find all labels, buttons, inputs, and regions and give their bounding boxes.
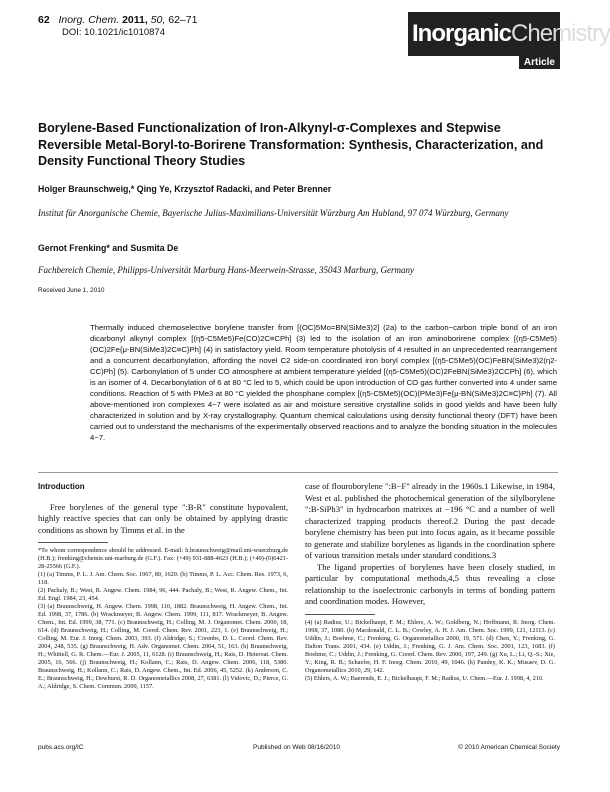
footnote-rule — [38, 542, 108, 543]
running-header — [38, 14, 197, 26]
left-column — [38, 481, 288, 691]
intro-paragraph-right-1: case of flouroborylene ":B−F" already in the 1960s.1 Likewise, in 1984, West et al. published the photochemical generation of the silylborylene ":B-SiPh3" in hydrocarbon matrixes at −196 °C and a number of well characterized trapping products thereof.2 During the past decade borylene chemistry has been put into focus again, as it became possible to generate and stabilize borylenes as ligands in the coordination sphere of various transition metals under standard conditions.3 — [305, 481, 555, 560]
intro-paragraph-left: Free borylenes of the general type ":B-R" constitute hypovalent, highly reactive species that can only be obtained by applying drastic conditions as shown by Timms et al. in the — [38, 501, 288, 535]
footnote-rule-right — [305, 614, 375, 615]
logo-wordmark — [408, 12, 610, 56]
journal-volume: 50, — [150, 14, 166, 26]
doi[interactable]: DOI: 10.1021/ic1010874 — [62, 27, 165, 38]
right-column — [305, 481, 555, 683]
footer-copyright: © 2010 American Chemical Society — [458, 744, 560, 751]
abstract: Thermally induced chemoselective borylene transfer from [(OC)5Mo=BN(SiMe3)2] (2a) to the carbon−carbon triple bond of an iron dicarbonyl alkynyl complex [(η5-C5Me5)Fe(CO)2C≡CPh] (3) led to the isolation of an iron aminoborirene complex [(η5-C5Me5)(OC)2Fe{μ-BN(SiMe3)2C≡C}Ph] (4) in satisfactory yield. Room temperature photolysis of 4 resulted in an unprecedented rearrangement and a concurrent decarbonylation, affording the novel C2 side-on coordinated iron boryl complex [(η5-C5Me5)(OC)FeBN(SiMe3)2(η2-CC)Ph] (5). Carbonylation of 5 under CO atmosphere at ambient temperature yielded [(η5-C5Me5)(OC)2FeBN(SiMe3)2CCPh] (6), which is an isomer of 4. Decarbonylation of 6 at 80 °C led to 5, which could be upon introduction of CO gas further converted into 4 under same conditions. Reaction of 5 with PMe3 at 80 °C yielded the phosphane complex [(η5-C5Me5)(OC)(PMe3)Fe{μ-BN(SiMe3)2C≡C}Ph] (7). All above-mentioned iron complexes 4−7 were isolated as air and moisture sensitive crystalline solids in good yields and have been fully characterized in solution and by X-ray crystallography. Quantum chemical calculations using density functional theory (DFT) have been carried out to understand the mechanisms of the experimentally observed reactions and to analyze the bonding situation in the molecules 4−7. — [90, 323, 557, 442]
affiliation-2: Fachbereich Chemie, Philipps-Universität Marburg Hans-Meerwein-Strasse, 35043 Marburg, Germany — [38, 265, 414, 275]
abstract-divider — [38, 472, 558, 473]
logo-light: Chemistry — [511, 20, 610, 47]
intro-paragraph-right-2: The ligand properties of borylenes have been closely studied, in particular by computational methods,4,5 thus revealing a close relationship to the isoelectronic carbonyls in terms of bonding pattern and coordination modes. However, — [305, 561, 555, 606]
journal-year: 2011, — [122, 14, 148, 26]
journal-name: Inorg. Chem. — [58, 14, 120, 26]
affiliation-1: Institut für Anorganische Chemie, Bayerische Julius-Maximilians-Universität Würzburg Am Hubland, 97 074 Würzburg, Germany — [38, 208, 509, 218]
footnote-ref-3: (3) (a) Braunschweig, H. Angew. Chem. 1998, 110, 1882. Braunschweig, H. Angew. Chem., Int. Ed. 1998, 37, 1786. (b) Wrackmeyer, B. Angew. Chem. 1999, 111, 817. Wrackmeyer, B. Angew. Chem., Int. Ed. 1999, 38, 771. (c) Braunschweig, H.; Colling, M. J. Organomet. Chem. 2000, 18, 614. (d) Braunschweig, H.; Colling, M. Coord. Chem. Rev. 2001, 223, 1. (e) Braunschweig, H.; Colling, M. Eur. J. Inorg. Chem. 2003, 393. (f) Aldridge, S.; Coombs, D. L. Coord. Chem. Rev. 2004, 248, 535. (g) Braunschweig, H. Adv. Organomet. Chem. 2004, 51, 163. (h) Braunschweig, H.; Whittell, G. R. Chem.—Eur. J. 2005, 11, 6128. (i) Braunschweig, H.; Rais, D. Heteroat. Chem. 2005, 16, 566. (j) Braunschweig, H.; Kollann, C.; Rais, D. Angew. Chem. 2006, 118, 5380. Braunschweig, H.; Kollann, C.; Rais, D. Angew. Chem., Int. Ed. 2006, 45, 5252. (k) Anderson, C. E.; Braunschweig, H.; Dewhurst, R. D. Organometallics 2008, 27, 6381. (l) Vidovic, D.; Pierce, G. A.; Aldridge, S. Chem. Commun. 2009, 1157. — [38, 603, 288, 690]
received-date: Received June 1, 2010 — [38, 287, 105, 294]
journal-pages: 62–71 — [168, 14, 198, 26]
footnote-ref-4: (4) (a) Radius, U.; Bickelhaupt, F. M.; Ehlers, A. W.; Goldberg, N.; Hoffmann, R. Inorg. Chem. 1998, 37, 1080. (b) Macdonald, C. L. B.; Cowley, A. H. J. Am. Chem. Soc. 1999, 121, 12113. (c) Uddin, J.; Boehme, C.; Frenking, G. Organometallics 2000, 19, 571. (d) Chen, Y.; Frenking, G. Dalton Trans. 2001, 434. (e) Uddin, J.; Frenking, G. J. Am. Chem. Soc. 2001, 123, 1683. (f) Boehme, C.; Uddin, J.; Frenking, G. Coord. Chem. Rev. 2000, 197, 249. (g) Xu, L.; Li, Q.-S.; Xie, Y.; King, R. B.; Schaefer, H. F. Inorg. Chem. 2010, 49, 1046. (h) Pandey, K. K.; Musaev, D. G. Organometallics 2010, 29, 142. — [305, 618, 555, 674]
journal-logo — [408, 12, 610, 70]
authors-group-2: Gernot Frenking* and Susmita De — [38, 243, 179, 253]
logo-bold: Inorganic — [412, 20, 512, 47]
page-number: 62 — [38, 14, 50, 26]
footnote-correspondence: *To whom correspondence should be addressed. E-mail: h.braunschweig@mail.uni-wuerzburg.de (H.B.); frenking@chemie.uni-marburg.de (G.F.). Fax: (+49) 931-888-4623 (H.B.); (+49)-(0)6421-28-25566 (G.F.). — [38, 547, 288, 570]
article-type-label: Article — [519, 56, 560, 69]
footer-url[interactable]: pubs.acs.org/IC — [38, 744, 84, 751]
footnote-ref-1: (1) (a) Timms, P. L. J. Am. Chem. Soc. 1967, 89, 1629. (b) Timms, P. L. Acc. Chem. Res. 1973, 6, 118. — [38, 571, 288, 586]
article-title: Borylene-Based Functionalization of Iron-Alkynyl-σ-Complexes and Stepwise Reversible Metal-Boryl-to-Borirene Transformation: Synthesis, Characterization, and Density Functional Theory Studies — [38, 121, 544, 168]
authors-group-1: Holger Braunschweig,* Qing Ye, Krzysztof Radacki, and Peter Brenner — [38, 184, 332, 194]
footnote-ref-2: (2) Pachaly, B.; West, R. Angew. Chem. 1984, 96, 444. Pachaly, B.; West, R. Angew. Chem., Int. Ed. Engl. 1984, 23, 454. — [38, 587, 288, 602]
footer-published: Published on Web 08/16/2010 — [253, 744, 340, 751]
section-heading-introduction: Introduction — [38, 482, 85, 491]
footnote-ref-5: (5) Ehlers, A. W.; Baerends, E. J.; Bickelhaupt, F. M.; Radius, U. Chem.—Eur. J. 1998, 4, 210. — [305, 674, 544, 682]
